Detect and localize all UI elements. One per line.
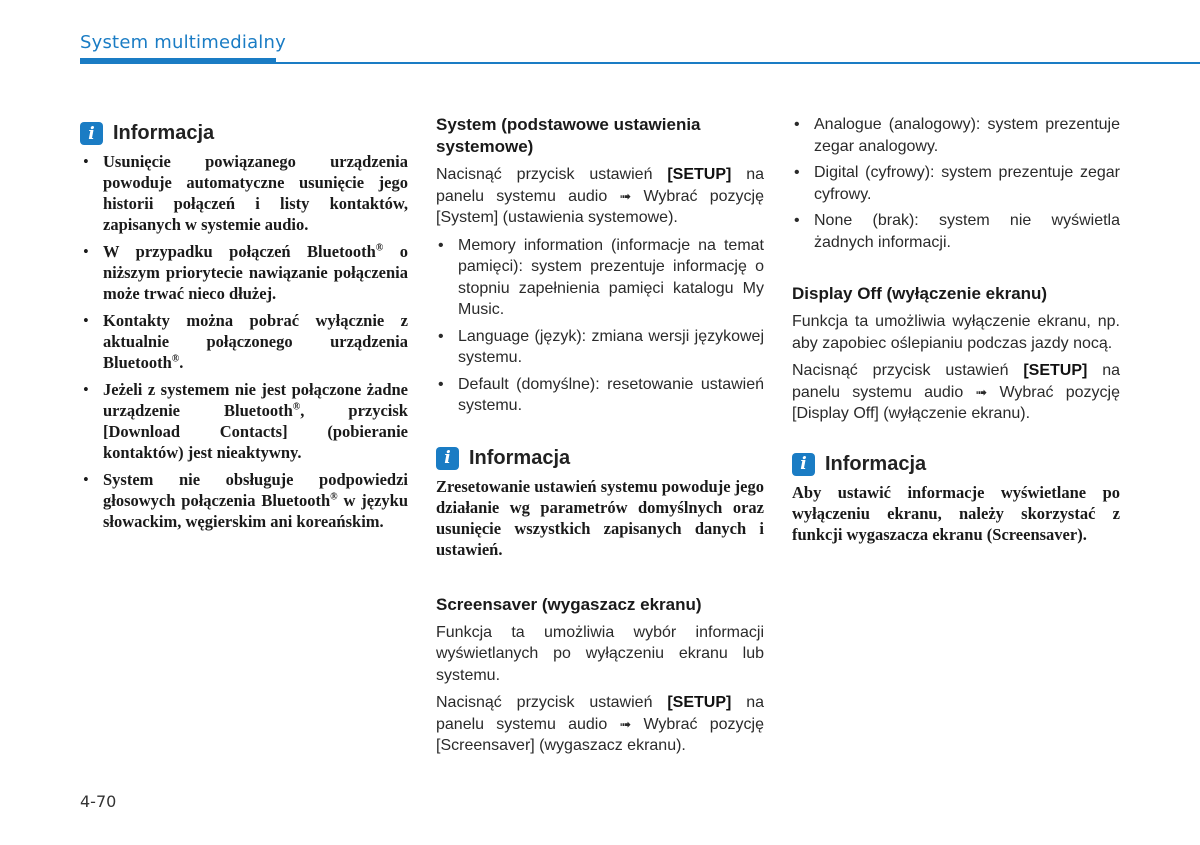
info-header [792, 453, 1120, 476]
screensaver-heading: Screensaver (wygaszacz ekranu) [436, 594, 702, 614]
info-header [436, 447, 764, 470]
info-header [80, 122, 408, 145]
page-number: 4-70 [80, 792, 117, 811]
instruction-text: na panelu systemu audio [436, 166, 765, 205]
list-item: • Kontakty można pobrać wyłącznie z aktualnie połączonego urządzenia Bluetooth®. [80, 310, 408, 373]
screensaver-description: Funkcja ta umożliwia wybór informacji wyświetlanych po wyłączeniu ekranu lub systemu. [436, 623, 764, 684]
clock-options-list [792, 114, 1120, 253]
setup-key-label: [SETUP] [667, 694, 732, 711]
column-left [80, 114, 408, 538]
header-rule-accent [80, 58, 276, 64]
list-item: • Memory information (informacje na temat pamięci): system prezentuje informację o stopniu zapełnienia pamięci katalogu My Music. [436, 235, 764, 321]
list-item: • None (brak): system nie wyświetla żadnych informacji. [792, 210, 1120, 253]
system-options-list [436, 235, 764, 417]
column-right [792, 114, 1120, 545]
system-instruction [436, 164, 764, 229]
info-bullet-list [80, 151, 408, 532]
system-heading: System (podstawowe ustawienia systemowe) [436, 115, 701, 156]
list-item: • Analogue (analogowy): system prezentuje zegar analogowy. [792, 114, 1120, 157]
setup-key-label: [SETUP] [1023, 362, 1088, 379]
arrow-right-icon: ➟ [975, 383, 988, 400]
list-item: • Default (domyślne): resetowanie ustawień systemu. [436, 374, 764, 417]
list-item: • Usunięcie powiązanego urządzenia powoduje automatyczne usunięcie jego historii połączeń i listy kontaktów, zapisanych w systemie audio. [80, 151, 408, 235]
info-icon: i [436, 447, 459, 470]
instruction-text: na panelu systemu audio [792, 362, 1121, 401]
instruction-text: Wybrać pozycję [Display Off] (wyłączenie ekranu). [792, 383, 1121, 422]
arrow-right-icon: ➟ [619, 187, 632, 204]
display-off-heading: Display Off (wyłączenie ekranu) [792, 284, 1048, 303]
section-title: System multimedialny [80, 32, 286, 53]
screensaver-instruction [436, 692, 764, 757]
list-item: • W przypadku połączeń Bluetooth® o niższym priorytecie nawiązanie połączenia może trwać nieco dłużej. [80, 241, 408, 304]
info-icon: i [80, 122, 103, 145]
info-title: Informacja [825, 452, 927, 475]
arrow-right-icon: ➟ [619, 715, 632, 732]
column-middle [436, 114, 764, 763]
instruction-text: Wybrać pozycję [Screensaver] (wygaszacz ekranu). [436, 715, 765, 754]
instruction-text: na panelu systemu audio [436, 694, 765, 733]
display-off-description: Funkcja ta umożliwia wyłączenie ekranu, np. aby zapobiec oślepianiu podczas jazdy nocą. [792, 313, 1120, 352]
info-text: Aby ustawić informacje wyświetlane po wyłączeniu ekranu, należy skorzystać z funkcji wygaszacza ekranu (Screensaver). [792, 482, 1120, 544]
instruction-text: Nacisnąć przycisk ustawień [436, 166, 653, 183]
info-title: Informacja [113, 122, 215, 144]
info-text: Zresetowanie ustawień systemu powoduje jego działanie wg parametrów domyślnych oraz usunięcie wszystkich zapisanych danych i ustawień. [436, 476, 764, 559]
instruction-text: Nacisnąć przycisk ustawień [792, 362, 1009, 379]
info-icon: i [792, 453, 815, 476]
instruction-text: Wybrać pozycję [System] (ustawienia systemowe). [436, 187, 765, 226]
list-item: • Digital (cyfrowy): system prezentuje zegar cyfrowy. [792, 162, 1120, 205]
list-item: • System nie obsługuje podpowiedzi głosowych połączenia Bluetooth® w języku słowackim, węgierskim ani koreańskim. [80, 469, 408, 532]
instruction-text: Nacisnąć przycisk ustawień [436, 694, 653, 711]
display-off-instruction [792, 360, 1120, 425]
info-title: Informacja [469, 446, 571, 469]
list-item: • Language (język): zmiana wersji językowej systemu. [436, 326, 764, 369]
setup-key-label: [SETUP] [667, 166, 732, 183]
list-item: • Jeżeli z systemem nie jest połączone żadne urządzenie Bluetooth®, przycisk [Download Contacts] (pobieranie kontaktów) jest nieaktywny. [80, 379, 408, 463]
